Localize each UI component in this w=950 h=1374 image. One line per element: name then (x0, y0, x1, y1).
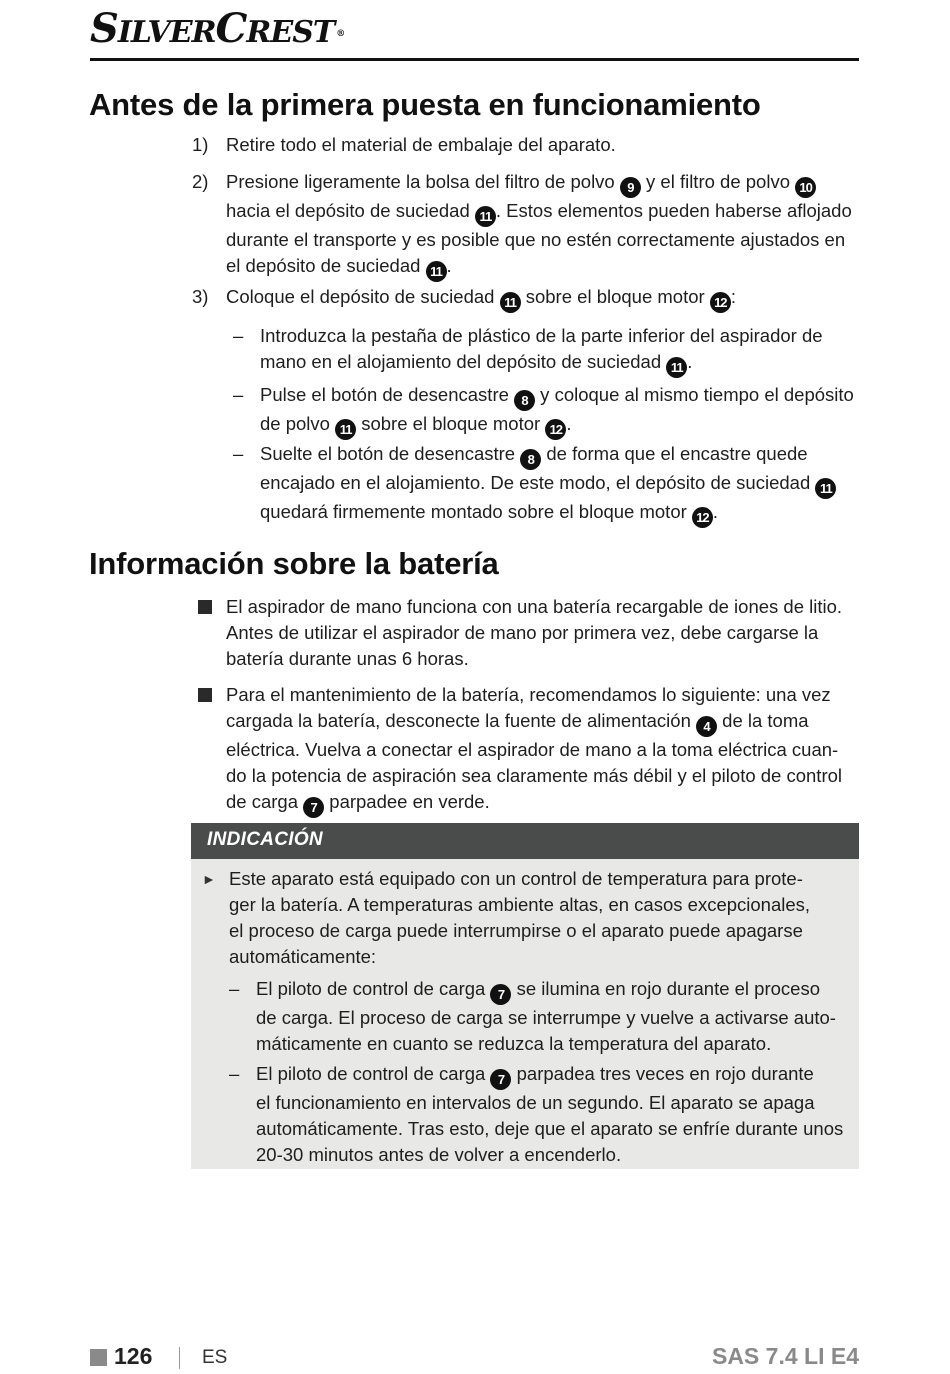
reference-number-11: 11 (815, 478, 836, 499)
note-subitem-blink (256, 1061, 856, 1168)
text-line: 20-30 minutos antes de volver a encenderlo. (256, 1144, 622, 1165)
language-code: ES (202, 1347, 228, 1368)
reference-number-7: 7 (490, 984, 511, 1005)
text-line: Suelte el botón de desencastre 8 de forma que el encastre quede (260, 441, 880, 470)
step-number-3: 3) (192, 286, 209, 307)
subitem-dash: – (233, 384, 244, 405)
reference-number-7: 7 (303, 797, 324, 818)
reference-number-7: 7 (490, 1069, 511, 1090)
subitem-press-release (260, 382, 880, 440)
text-line: el depósito de suciedad 11 . (226, 253, 876, 282)
text-line: batería durante unas 6 horas. (226, 648, 469, 669)
text-line: El piloto de control de carga 7 se ilumina en rojo durante el proceso (256, 976, 856, 1005)
text-line: quedará firmemente montado sobre el bloque motor 12 . (260, 499, 880, 528)
reference-number-12: 12 (710, 292, 731, 313)
note-subitem-dash: – (229, 1063, 240, 1084)
silvercrest-logo: SILVERCREST ® (90, 5, 345, 52)
text-line: do la potencia de aspiración sea claramente más débil y el piloto de control (226, 765, 843, 786)
note-title: INDICACIÓN (207, 829, 323, 850)
subitem-dash: – (233, 325, 244, 346)
arrow-right-icon: ► (202, 871, 216, 887)
note-main-text (229, 866, 849, 970)
bullet-square-icon (198, 600, 212, 614)
reference-number-11: 11 (426, 261, 447, 282)
note-subitem-dash: – (229, 978, 240, 999)
text-line: máticamente en cuanto se reduzca la temperatura del aparato. (256, 1033, 772, 1054)
text-line: de carga. El proceso de carga se interrumpe y vuelve a activarse auto- (256, 1007, 836, 1028)
reference-number-12: 12 (545, 419, 566, 440)
reference-number-8: 8 (514, 390, 535, 411)
reference-number-10: 10 (795, 177, 816, 198)
text-line: automáticamente. Tras esto, deje que el aparato se enfríe durante unos (256, 1118, 844, 1139)
note-header (191, 823, 859, 859)
subitem-insert-tab (260, 323, 880, 378)
text-line: Antes de utilizar el aspirador de mano por primera vez, debe cargarse la (226, 622, 819, 643)
text-line: ger la batería. A temperaturas ambiente altas, en casos excepcionales, (229, 894, 811, 915)
header-rule (90, 58, 859, 61)
text-line: Coloque el depósito de suciedad 11 sobre el bloque motor 12 : (226, 284, 876, 313)
reference-number-11: 11 (335, 419, 356, 440)
step-1-text: Retire todo el material de embalaje del aparato. (226, 134, 616, 155)
text-line: el proceso de carga puede interrumpirse o el aparato puede apagarse (229, 920, 803, 941)
section-title-battery: Información sobre la batería (89, 546, 499, 581)
text-line: Presione ligeramente la bolsa del filtro de polvo 9 y el filtro de polvo 10 (226, 169, 876, 198)
step-number-2: 2) (192, 171, 209, 192)
battery-bullet-1 (226, 594, 876, 672)
text-line: eléctrica. Vuelva a conectar el aspirador de mano a la toma eléctrica cuan- (226, 739, 839, 760)
reference-number-11: 11 (666, 357, 687, 378)
subitem-release-button (260, 441, 880, 528)
text-line: hacia el depósito de suciedad 11 . Estos elementos pueden haberse aflojado (226, 198, 876, 227)
text-line: El piloto de control de carga 7 parpadea tres veces en rojo durante (256, 1061, 856, 1090)
reference-number-4: 4 (696, 716, 717, 737)
section-title-first-use: Antes de la primera puesta en funcionamiento (89, 87, 761, 122)
bullet-square-icon (198, 688, 212, 702)
text-line: encajado en el alojamiento. De este modo, el depósito de suciedad 11 (260, 470, 880, 499)
page-number: 126 (114, 1343, 153, 1369)
text-line: de carga 7 parpadee en verde. (226, 789, 876, 818)
text-line: de polvo 11 sobre el bloque motor 12 . (260, 411, 880, 440)
text-line: Para el mantenimiento de la batería, recomendamos lo siguiente: una vez (226, 684, 831, 705)
text-line: el funcionamiento en intervalos de un segundo. El aparato se apaga (256, 1092, 815, 1113)
reference-number-11: 11 (475, 206, 496, 227)
text-line: Pulse el botón de desencastre 8 y coloque al mismo tiempo el depósito (260, 382, 880, 411)
footer-divider (179, 1347, 180, 1369)
reference-number-9: 9 (620, 177, 641, 198)
subitem-dash: – (233, 443, 244, 464)
text-line: mano en el alojamiento del depósito de suciedad 11 . (260, 349, 880, 378)
step-2-text (226, 169, 876, 282)
model-number: SAS 7.4 LI E4 (711, 1343, 859, 1369)
note-subitem-red-light (256, 976, 856, 1057)
reference-number-11: 11 (500, 292, 521, 313)
text-line: durante el transporte y es posible que no estén correctamente ajustados en (226, 229, 846, 250)
reference-number-8: 8 (520, 449, 541, 470)
battery-bullet-2 (226, 682, 876, 818)
text-line: Introduzca la pestaña de plástico de la parte inferior del aspirador de (260, 325, 823, 346)
footer-square-icon (90, 1349, 107, 1366)
text-line: cargada la batería, desconecte la fuente de alimentación 4 de la toma (226, 708, 876, 737)
step-number-1: 1) (192, 134, 209, 155)
reference-number-12: 12 (692, 507, 713, 528)
text-line: El aspirador de mano funciona con una batería recargable de iones de litio. (226, 596, 843, 617)
text-line: automáticamente: (229, 946, 377, 967)
text-line: Este aparato está equipado con un control de temperatura para prote- (229, 868, 803, 889)
step-3-text (226, 284, 876, 313)
